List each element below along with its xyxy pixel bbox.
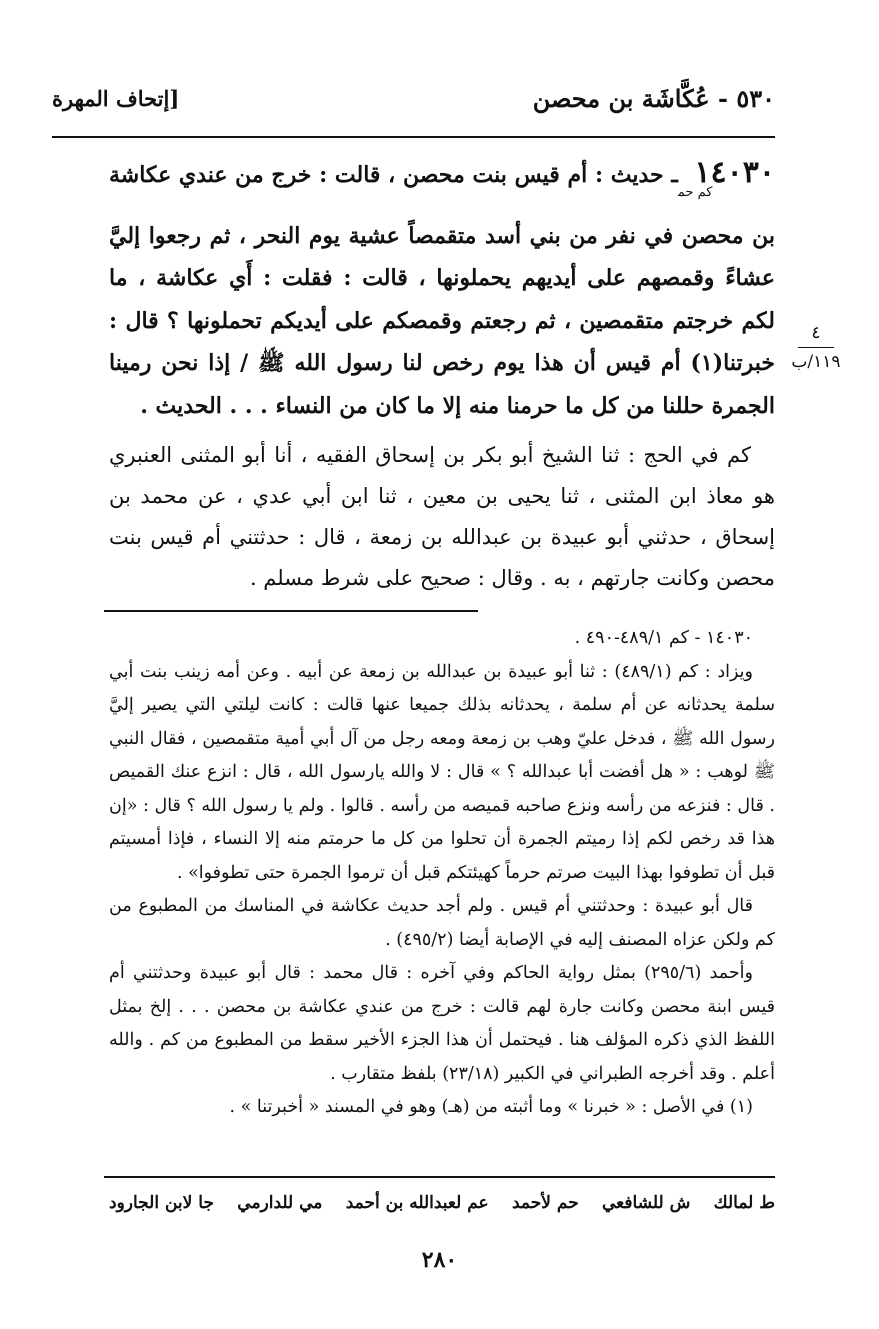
abbreviation-legend xyxy=(109,1193,775,1213)
legend-item: ش للشافعي xyxy=(602,1193,691,1213)
legend-rule xyxy=(104,1176,775,1178)
margin-note xyxy=(790,323,842,372)
page-number: ٢٨٠ xyxy=(421,1247,458,1273)
footnotes xyxy=(109,622,775,1125)
legend-item: ط لمالك xyxy=(713,1193,775,1213)
hadith-paragraph xyxy=(109,152,775,427)
footnote-reference: ١٤٠٣٠ - كم ٤٨٩/١-٤٩٠ . xyxy=(574,628,753,648)
hadith-sigla: كم حم xyxy=(677,185,713,200)
chapter-title: ٥٣٠ - عُكَّاشَة بن محصن xyxy=(532,84,775,113)
margin-number: ٤ xyxy=(811,323,821,343)
hadith-number: ١٤٠٣٠ xyxy=(694,155,775,190)
header-rule xyxy=(52,136,775,138)
running-header xyxy=(52,84,775,120)
sources-paragraph: كم في الحج : ثنا الشيخ أبو بكر بن إسحاق الفقيه ، أنا أبو المثنى العنبري هو معاذ ابن المثنى ، ثنا يحيى بن معين ، ثنا ابن أبي عدي ، عن محمد بن إسحاق ، حدثني أبو عبيدة بن عبدالله بن زمعة ، قال : حدثتني أم قيس بنت محصن وكانت جارتهم ، به . وقال : صحيح على شرط مسلم . xyxy=(109,443,775,590)
footnote-paragraph: ويزاد : كم (٤٨٩/١) : ثنا أبو عبيدة بن عبدالله بن زمعة عن أبيه . وعن أمه زينب بنت أبي سلمة يحدثانه عن أم سلمة ، يحدثانه بذلك جميعا عنها قالت : كانت ليلتي التي يصير إليَّ رسول الله ﷺ ، فدخل عليّ وهب بن زمعة ومعه رجل من آل أبي أمية متقمصين ، فقال النبي ﷺ لوهب : « هل أفضت أبا عبدالله ؟ » قال : لا والله يارسول الله ، قال : انزع عنك القميص . قال : فنزعه من رأسه ونزع صاحبه قميصه من رأسه . قالوا . ولم يا رسول الله ؟ قال : «إن هذا قد رخص لكم إذا رميتم الجمرة أن تحلوا من كل ما حرمتم منه إلا النساء ، فإذا أمسيتم قبل أن تطوفوا بهذا البيت صرتم حرماً كهيئتكم قبل أن ترموا الجمرة حتى تطوفوا» . xyxy=(109,661,775,883)
footnote-paragraph: (١) في الأصل : « خبرنا » وما أثبته من (هـ) وهو في المسند « أخبرتنا » . xyxy=(229,1097,753,1117)
margin-leaf: ١١٩/ب xyxy=(791,352,841,372)
hadith-text: ـ حديث : أم قيس بنت محصن ، قالت : خرج من عندي عكاشة بن محصن في نفر من بني أسد متقمصاً عشية يوم النحر ، ثم رجعوا إليَّ عشاءً وقمصهم على أيديهم يحملونها ، قالت : فقلت : أَي عكاشة ، ما لكم خرجتم متقمصين ، ثم رجعتم وقمصكم على أيديكم تحملونها ؟ قال : خبرتنا(١) أم قيس أن هذا يوم رخص لنا رسول الله ﷺ / إذا نحن رمينا الجمرة حللنا من كل ما حرمنا منه إلا ما كان من النساء . . . الحديث . xyxy=(109,162,775,419)
footnote-rule xyxy=(104,610,478,612)
main-text xyxy=(109,152,775,599)
legend-item: مي للدارمي xyxy=(237,1193,323,1213)
footnote-paragraph: وأحمد (٢٩٥/٦) بمثل رواية الحاكم وفي آخره : قال محمد : قال أبو عبيدة وحدثتني أم قيس ابنة محصن وكانت جارة لهم قالت : خرج من عندي عكاشة بن محصن . . . إلخ بمثل اللفظ الذي ذكره المؤلف هنا . فيحتمل أن هذا الجزء الأخير سقط من المطبوع من كم . والله أعلم . وقد أخرجه الطبراني في الكبير (٢٣/١٨) بلفظ متقارب . xyxy=(109,963,775,1084)
legend-item: حم لأحمد xyxy=(512,1193,579,1213)
margin-line xyxy=(798,347,834,348)
legend-item: عم لعبدالله بن أحمد xyxy=(345,1193,489,1213)
footnote-paragraph: قال أبو عبيدة : وحدثتني أم قيس . ولم أجد حديث عكاشة في المناسك من المطبوع من كم ولكن عزاه المصنف إليه في الإصابة أيضا (٤٩٥/٢) . xyxy=(109,896,775,950)
book-title: [إتحاف المهرة xyxy=(52,86,180,111)
legend-item: جا لابن الجارود xyxy=(109,1193,214,1213)
